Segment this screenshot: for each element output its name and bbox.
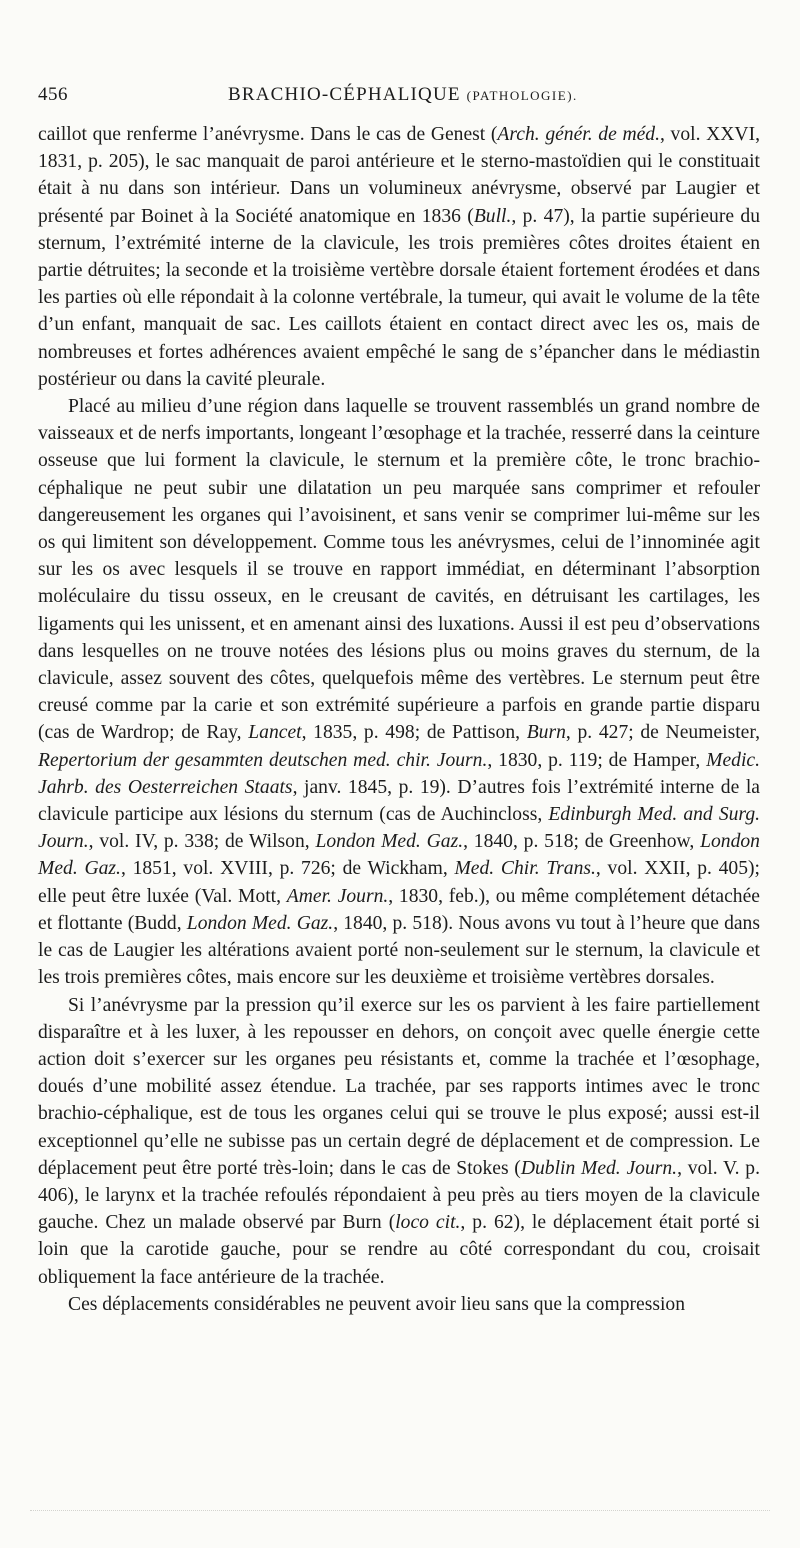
text-run: Si l’anévrysme par la pression qu’il exerce sur les os parvient à les faire partiellement disparaître et à les luxer, à les repousser en dehors, on conçoit avec quelle énergie cette action doit s’exercer sur les organes peu résistants et, comme la trachée et l’œsophage, doués d’une mobilité assez étendue. La trachée, par ses rapports intimes avec le tronc brachio-céphalique, est de tous les organes celui qui se trouve le plus exposé; aussi est-il exceptionnel qu’elle ne subisse pas un certain degré de déplacement et de compression. Le déplacement peut être porté très-loin; dans le cas de Stokes ( <box>38 994 760 1179</box>
citation: Lancet <box>248 722 302 744</box>
citation: Amer. Journ. <box>286 885 389 907</box>
citation: Bull. <box>473 205 512 227</box>
text-run: caillot que renferme l’anévrysme. Dans le cas de Genest ( <box>38 124 498 145</box>
running-head-title: BRACHIO-CÉPHALIQUE <box>228 84 461 105</box>
text-run: , p. 62), le déplacement était porté si loin que la carotide gauche, pour se rendre au côté correspondant du cou, croisait obliquement la face antérieure de la trachée. <box>38 1212 760 1288</box>
text-run: Placé au milieu d’une région dans laquelle se trouvent rassemblés un grand nombre de vaisseaux et de nerfs importants, longeant l’œsophage et la trachée, resserré dans la ceinture osseuse que lui forment la clavicule, le sternum et la première côte, le tronc brachio-céphalique ne peut subir une dilatation un peu marquée sans comprimer et refouler dangereusement les organes qui l’avoisinent, et sans venir se comprimer lui-même sur les os qui limitent son développement. Comme tous les anévrysmes, celui de l’innominée agit sur les os avec lesquels il se trouve en rapport immédiat, en déterminant l’absorption moléculaire du tissu osseux, en le creusant de cavités, en détruisant les cartilages, les ligaments qui les unissent, et en amenant ainsi des luxations. Aussi il est peu d’observations dans lesquelles on ne trouve notées des lésions plus ou moins graves du sternum, de la clavicule, assez souvent des côtes, quelquefois même des vertèbres. Le sternum peut être creusé comme par la carie et son extrémité supérieure a parfois en grande partie disparu (cas de Wardrop; de Ray, <box>38 396 760 744</box>
page-header <box>38 84 758 114</box>
text-run: , 1840, p. 518; de Greenhow, <box>463 831 701 853</box>
paragraph-3 <box>38 992 760 1291</box>
text-run: , vol. V. p. 406), le larynx et la trachée refoulés répondaient à peu près au tiers moyen de la clavicule gauche. Chez un malade observé par Burn ( <box>38 1157 760 1234</box>
text-run: , 1830, p. 119; de Hamper, <box>487 749 707 771</box>
citation: Med. Chir. Trans. <box>454 858 596 880</box>
paragraph-4: Ces déplacements considérables ne peuvent avoir lieu sans que la compression <box>68 1293 686 1315</box>
citation: London Med. Gaz. <box>315 831 464 853</box>
text-run: , vol. XXVI, 1831, p. 205), le sac manquait de paroi antérieure et le sterno-mastoïdien qui le constituait était à nu dans son intérieur. Dans un volumineux anévrysme, observé par Laugier et présenté par Boinet à la Société anatomique en 1836 ( <box>38 124 761 227</box>
text-run: , p. 47), la partie supérieure du sternum, l’extrémité interne de la clavicule, les trois premières côtes droites étaient en partie détruites; la seconde et la troisième vertèbre dorsale étaient fortement érodées et dans les parties où elle répondait à la colonne vertébrale, la tumeur, qui avait le volume de la tête d’un enfant, manquait de sac. Les caillots étaient en contact direct avec les os, mais de nombreuses et fortes adhérences avaient empêché le sang de s’épancher dans le médiastin postérieur ou dans la cavité pleurale. <box>38 205 761 390</box>
text-run: , p. 427; de Neumeister, <box>565 722 760 744</box>
text-run: , 1840, p. 518). Nous avons vu tout à l’heure que dans le cas de Laugier les altérations avaient porté non-seulement sur le sternum, la clavicule et les trois premières côtes, mais encore sur les deuxième et troisième vertèbres dorsales. <box>38 912 760 989</box>
citation: loco cit. <box>395 1212 461 1234</box>
text-run: , vol. XXII, p. 405); elle peut être luxée (Val. Mott, <box>38 858 760 907</box>
running-head <box>228 84 578 106</box>
paragraph-2 <box>38 393 760 991</box>
citation: Burn <box>526 722 566 744</box>
text-run: , 1835, p. 498; de Pattison, <box>301 722 527 744</box>
citation: Dublin Med. Journ. <box>520 1157 678 1179</box>
citation: Edinburgh Med. and Surg. Journ. <box>38 804 761 853</box>
body-text <box>38 121 760 1318</box>
text-run: , vol. IV, p. 338; de Wilson, <box>88 831 316 853</box>
paragraph-1 <box>38 121 760 393</box>
citation: London Med. Gaz. <box>38 831 760 880</box>
citation: Repertorium der gesammten deutschen med. chir. Journ. <box>38 749 488 771</box>
scan-specks-divider <box>30 1510 770 1515</box>
citation: Medic. Jahrb. des Oesterreichen Staats <box>38 749 760 798</box>
text-run: , 1830, feb.), ou même complétement détachée et flottante (Budd, <box>38 885 760 934</box>
text-run: , janv. 1845, p. 19). D’autres fois l’extrémité interne de la clavicule participe aux lésions du sternum (cas de Auchincloss, <box>38 776 760 826</box>
page-number: 456 <box>38 84 68 105</box>
citation: London Med. Gaz. <box>186 912 334 934</box>
citation: Arch. génér. de méd. <box>497 124 660 145</box>
running-head-section: (PATHOLOGIE). <box>466 88 578 103</box>
text-run: , 1851, vol. XVIII, p. 726; de Wickham, <box>120 858 455 880</box>
